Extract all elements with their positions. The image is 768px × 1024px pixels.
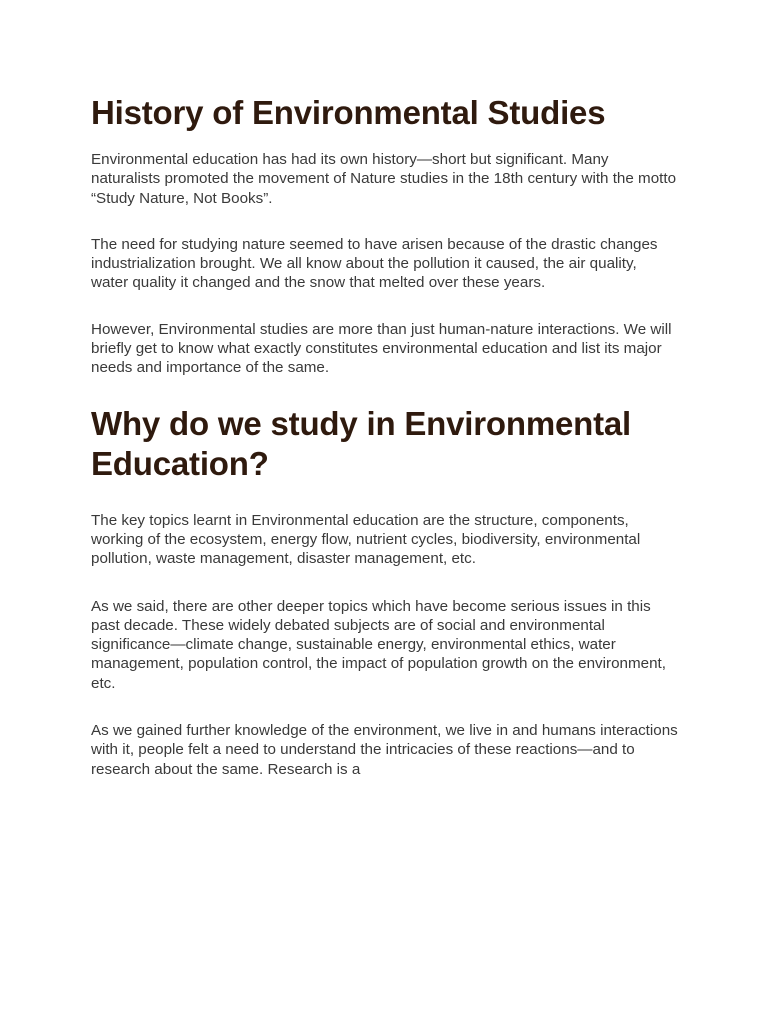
page-title: History of Environmental Studies <box>91 94 606 131</box>
paragraph-history-1: Environmental education has had its own history—short but significant. Many naturalists promoted the movement of Nature studies in the 18th century with the motto “Study Nature, Not Books”. <box>91 151 677 207</box>
section-heading-why: Why do we study in Environmental Education? <box>91 404 631 482</box>
paragraph-history-3: However, Environmental studies are more than just human-nature interactions. We will briefly get to know what exactly constitutes environmental education and list its major needs and importance of the same. <box>91 320 672 377</box>
paragraph-why-1: The key topics learnt in Environmental education are the structure, components, working of the ecosystem, energy flow, nutrient cycles, biodiversity, environmental pollution, waste management, disaster management, etc. <box>91 511 641 568</box>
paragraph-why-2: As we said, there are other deeper topics which have become serious issues in this past decade. These widely debated subjects are of social and environmental significance—climate change, sustainable energy, environmental ethics, water management, population control, the impact of population growth on the environment, etc. <box>91 597 666 692</box>
paragraph-why-3: As we gained further knowledge of the environment, we live in and humans interactions with it, people felt a need to understand the intricacies of these reactions—and to research about the same. Research is a <box>91 722 678 778</box>
paragraph-history-2: The need for studying nature seemed to have arisen because of the drastic changes industrialization brought. We all know about the pollution it caused, the air quality, water quality it changed and the snow that melted over these years. <box>91 235 658 292</box>
